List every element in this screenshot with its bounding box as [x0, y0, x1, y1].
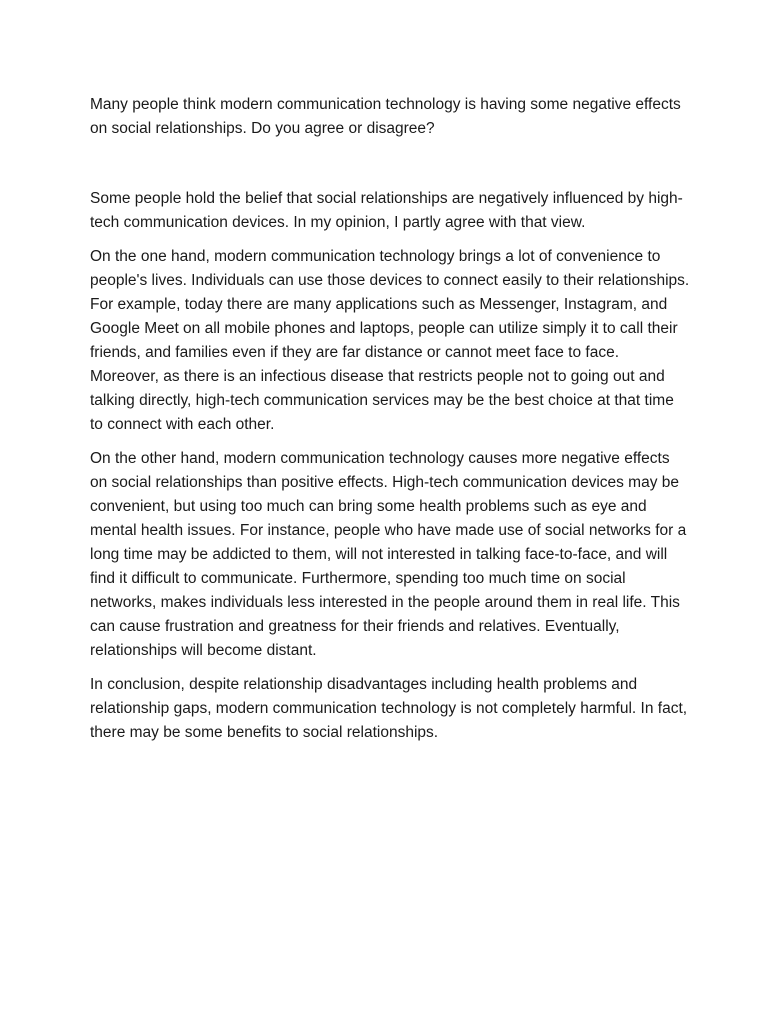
paragraph-disadvantages: On the other hand, modern communication technology causes more negative effects on social relationships than positive effects. High-tech communication devices may be convenient, but using too much can bring some health problems such as eye and mental health issues. For instance, people who have made use of social networks for a long time may be addicted to them, will not interested in talking face-to-face, and will find it difficult to communicate. Furthermore, spending too much time on social networks, makes individuals less interested in the people around them in real life. This can cause frustration and greatness for their friends and relatives. Eventually, relationships will become distant.	[90, 450, 687, 659]
essay-question: Many people think modern communication technology is having some negative effects on social relationships. Do you agree or disagree?	[90, 96, 681, 137]
paragraph-conclusion: In conclusion, despite relationship disadvantages including health problems and relationship gaps, modern communication technology is not completely harmful. In fact, there may be some benefits to social relationships.	[90, 676, 688, 741]
paragraph-advantages: On the one hand, modern communication technology brings a lot of convenience to people's lives. Individuals can use those devices to connect easily to their relationships. For example, today there are many applications such as Messenger, Instagram, and Google Meet on all mobile phones and laptops, people can utilize simply it to call their friends, and families even if they are far distance or cannot meet face to face. Moreover, as there is an infectious disease that restricts people not to going out and talking directly, high-tech communication services may be the best choice at that time to connect with each other.	[90, 248, 690, 433]
paragraph-introduction: Some people hold the belief that social relationships are negatively influenced by high-tech communication devices. In my opinion, I partly agree with that view.	[90, 190, 683, 231]
essay-body	[90, 93, 690, 755]
